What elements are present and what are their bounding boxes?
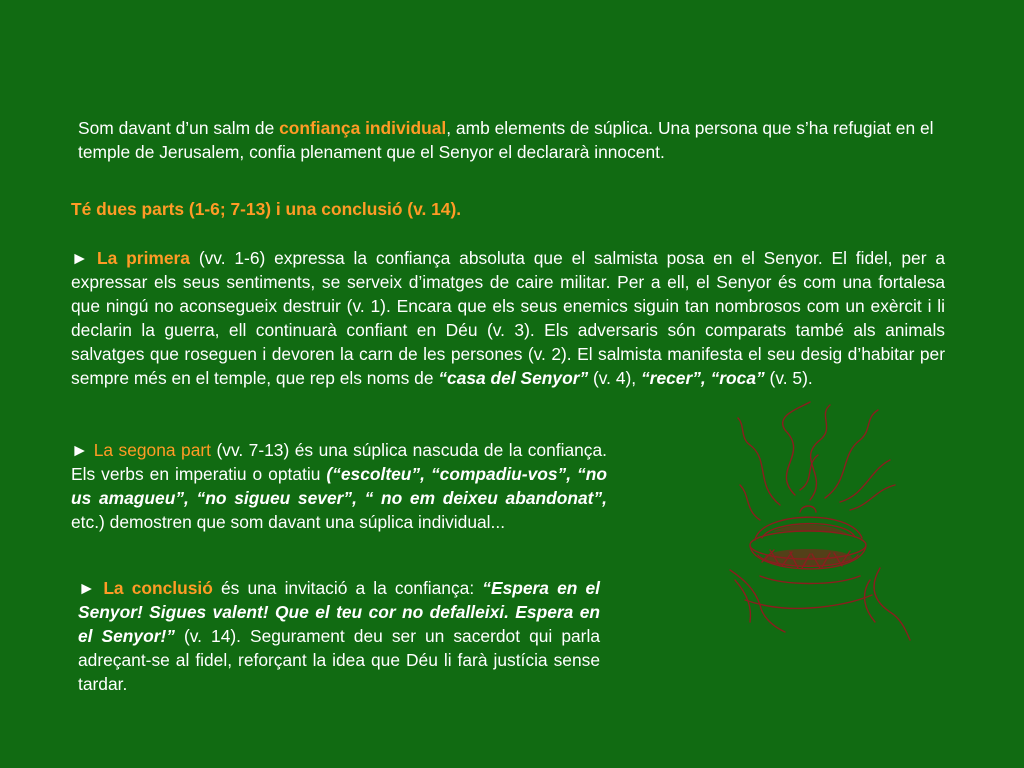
bullet-arrow: ► [78,578,104,598]
first-part-text-3: (v. 5). [764,368,813,388]
second-part-paragraph [71,438,607,534]
intro-paragraph [78,116,944,164]
intro-text-1: Som davant d’un salm de [78,118,280,138]
first-part-text: (vv. 1-6) expressa la confiança absoluta que el salmista posa en el Senyor. El fidel, per a expressar els seus sentiments, se serveix d’imatges de caire militar. Per a ell, el Senyor és com una fortalesa que ningú no aconsegueix destruir (v. 1). Encara que els seus enemics siguin tan nombrosos com un exèrcit i li declarin la guerra, ell continuarà confiant en Déu (v. 3). Els adversaris són comparats també als animals salvatges que roseguen i devoren la carn de les persones (v. 2). El salmista manifesta el seu desig d’habitar per sempre més en el temple, que rep els noms de [71,248,945,388]
first-part-text-2: (v. 4), [588,368,641,388]
intro-highlight: confiança individual [279,118,447,138]
sketch-illustration [700,400,930,660]
first-part-paragraph [71,246,945,390]
conclusion-text: és una invitació a la confiança: [212,578,483,598]
second-part-text-2: etc.) demostren que som davant una súplica individual... [71,512,506,532]
conclusion-quote: “Espera en el Senyor! Sigues valent! Que el teu cor no defalleixi. Espera en el Senyor!” [78,578,600,646]
second-part-label: La segona part [93,440,211,460]
parts-heading: Té dues parts (1-6; 7-13) i una conclusió (v. 14). [71,199,462,219]
first-part-quote-2: “recer”, “roca” [640,368,765,388]
bullet-arrow: ► [71,440,94,460]
conclusion-label: La conclusió [103,578,213,598]
bullet-arrow: ► [71,248,98,268]
second-part-quote: (“escolteu”, “compadiu-vos”, “no us amagueu”, “no sigueu sever”, “ no em deixeu abandonat”, [71,464,607,508]
first-part-label: La primera [97,248,190,268]
first-part-quote-1: “casa del Senyor” [438,368,589,388]
burning-bowl-sketch-icon [700,400,930,660]
conclusion-text-2: (v. 14). Segurament deu ser un sacerdot qui parla adreçant-se al fidel, reforçant la idea que Déu li farà justícia sense tardar. [78,626,600,694]
intro-text-2: , amb elements de súplica. Una persona que s’ha refugiat en el temple de Jerusalem, confia plenament que el Senyor el declararà innocent. [78,118,934,162]
conclusion-paragraph [78,576,600,696]
second-part-text: (vv. 7-13) és una súplica nascuda de la confiança. Els verbs en imperatiu o optatiu [71,440,607,484]
